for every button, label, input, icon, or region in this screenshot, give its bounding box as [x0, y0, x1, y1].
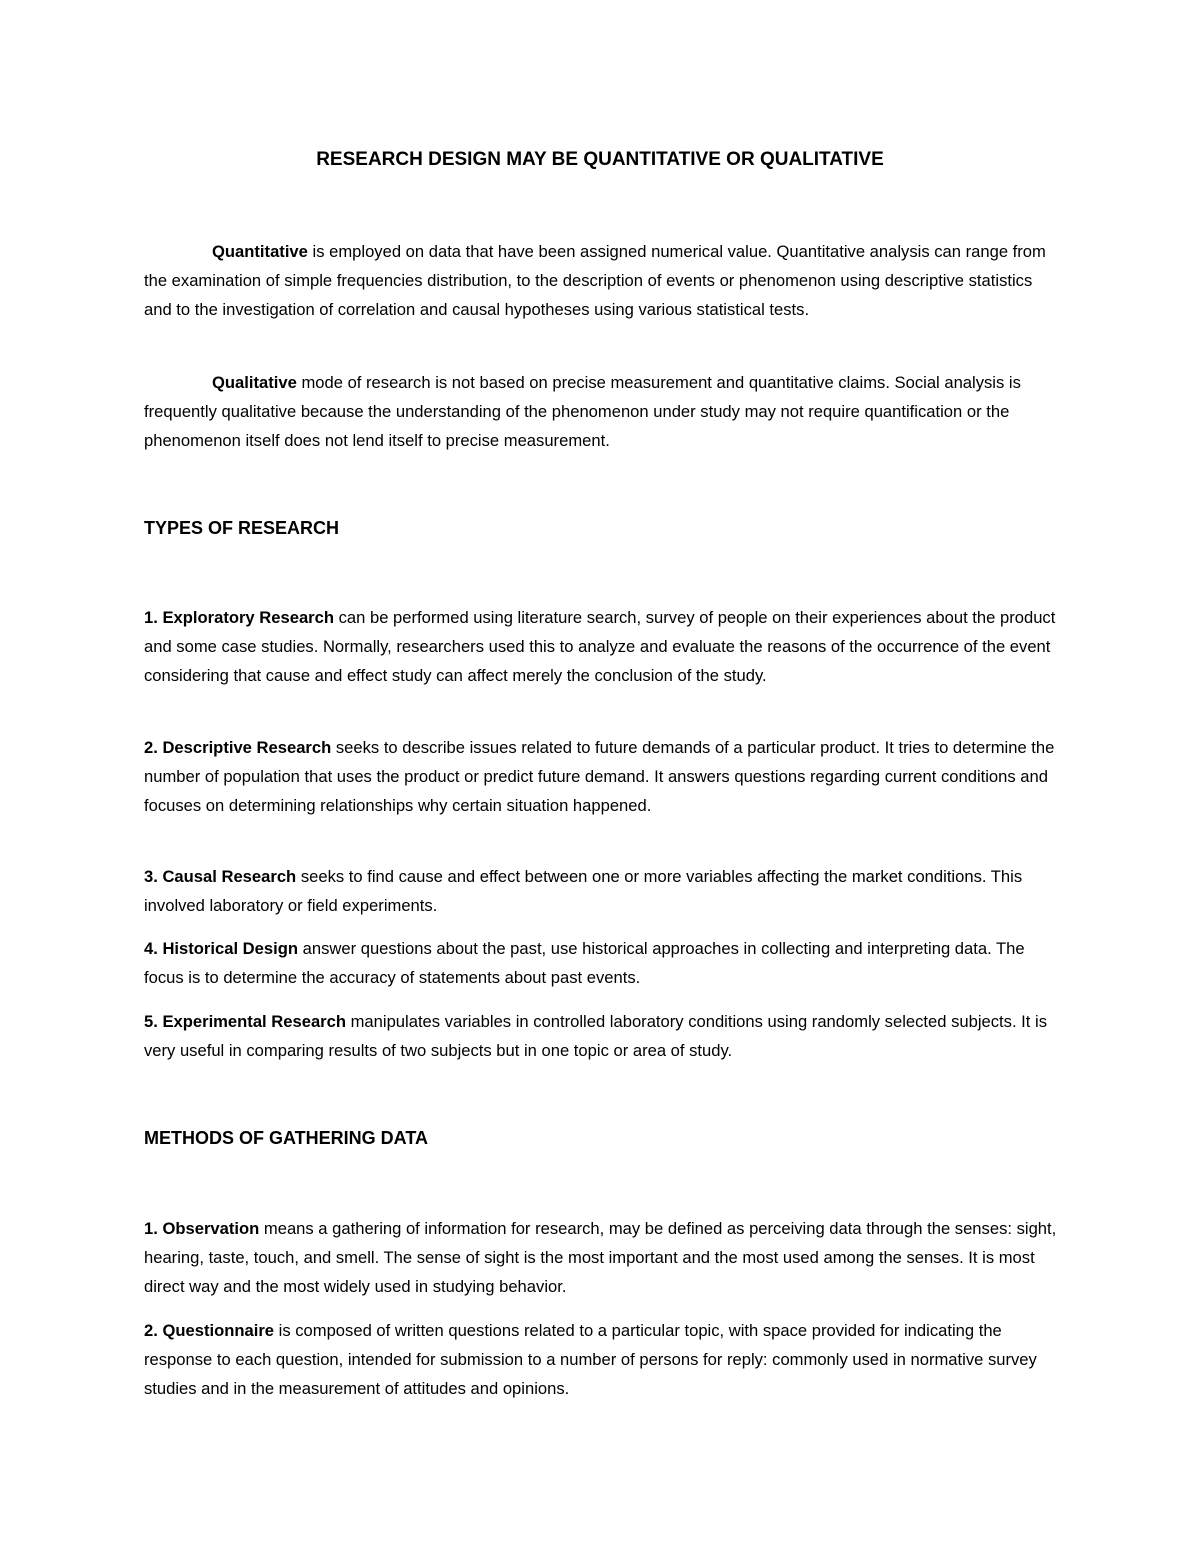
quantitative-paragraph	[144, 237, 1064, 325]
list-item-text: is composed of written questions related to a particular topic, with space provided for indicating the response to each question, intended for submission to a number of persons for reply: commonly used in normative survey studies and in the measurement of attitudes and opinions.	[144, 1321, 1037, 1399]
qualitative-paragraph	[144, 368, 1064, 456]
types-list-item	[144, 733, 1064, 821]
list-item-text: seeks to find cause and effect between one or more variables affecting the market conditions. This involved laboratory or field experiments.	[144, 867, 1023, 916]
list-item-text: answer questions about the past, use historical approaches in collecting and interpreting data. The focus is to determine the accuracy of statements about past events.	[144, 939, 1025, 988]
list-item-term: 3. Causal Research	[144, 867, 297, 886]
types-heading: TYPES OF RESEARCH	[144, 518, 340, 538]
list-item-term: 1. Observation	[144, 1219, 260, 1238]
list-item-term: 2. Questionnaire	[144, 1321, 275, 1340]
types-list-item	[144, 1007, 1064, 1065]
list-item-text: can be performed using literature search, survey of people on their experiences about the product and some case studies. Normally, researchers used this to analyze and evaluate the reasons of the occurrence of the event considering that cause and effect study can affect merely the conclusion of the study.	[144, 608, 1056, 686]
list-item-term: 2. Descriptive Research	[144, 738, 332, 757]
list-item-text: means a gathering of information for research, may be defined as perceiving data through the senses: sight, hearing, taste, touch, and smell. The sense of sight is the most important and the most used among the senses. It is most direct way and the most widely used in studying behavior.	[144, 1219, 1057, 1297]
list-item-term: 1. Exploratory Research	[144, 608, 334, 627]
list-item-text: manipulates variables in controlled laboratory conditions using randomly selected subjects. It is very useful in comparing results of two subjects but in one topic or area of study.	[144, 1012, 1047, 1061]
list-item-text: seeks to describe issues related to future demands of a particular product. It tries to determine the number of population that uses the product or predict future demand. It answers questions regarding current conditions and focuses on determining relationships why certain situation happened.	[144, 738, 1055, 816]
types-list-item	[144, 934, 1064, 992]
document-title: RESEARCH DESIGN MAY BE QUANTITATIVE OR QUALITATIVE	[316, 149, 884, 170]
types-list-item	[144, 603, 1064, 691]
methods-heading: METHODS OF GATHERING DATA	[144, 1128, 428, 1148]
methods-list-item	[144, 1214, 1064, 1302]
methods-list-item	[144, 1316, 1064, 1404]
qualitative-text: mode of research is not based on precise measurement and quantitative claims. Social analysis is frequently qualitative because the understanding of the phenomenon under study may not require quantification or the phenomenon itself does not lend itself to precise measurement.	[144, 373, 1021, 451]
list-item-term: 5. Experimental Research	[144, 1012, 346, 1031]
qualitative-term: Qualitative	[212, 373, 297, 392]
types-list-item	[144, 862, 1064, 920]
quantitative-text: is employed on data that have been assigned numerical value. Quantitative analysis can range from the examination of simple frequencies distribution, to the description of events or phenomenon using descriptive statistics and to the investigation of correlation and causal hypotheses using various statistical tests.	[144, 242, 1046, 320]
quantitative-term: Quantitative	[212, 242, 308, 261]
list-item-term: 4. Historical Design	[144, 939, 299, 958]
